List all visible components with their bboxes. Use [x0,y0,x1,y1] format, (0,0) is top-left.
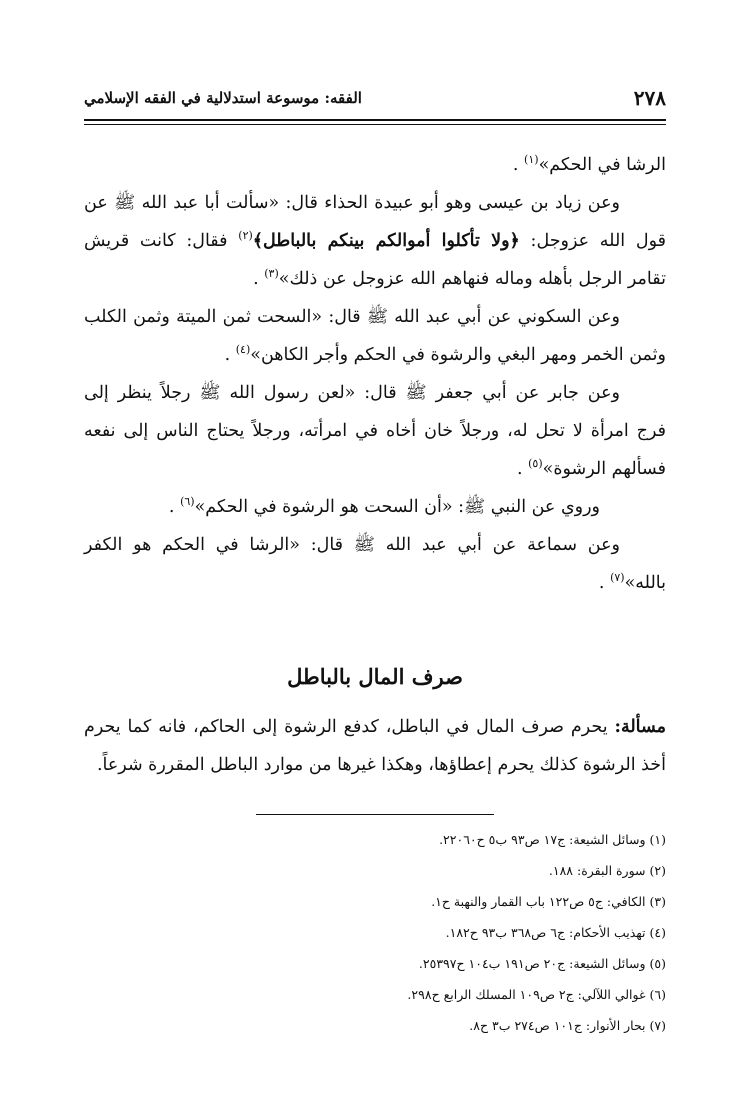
running-header [84,86,666,112]
text-line: وعن زياد بن عيسى وهو أبو عبيدة الحذاء قال: «سألت أبا عبد الله ﷺ عن [84,193,620,213]
footnote: (٤) تهذيب الأحكام: ج٦ ص٣٦٨ ب٩٣ ح١٨٢. [445,925,666,940]
header-rule-thin [84,124,666,125]
text-line: الرشا في الحكم»$^{(١)}$ . [512,153,666,175]
quran-verse: ﴿ولا تأكلوا أموالكم بينكم بالباطل﴾ [252,231,520,251]
footnote: (٧) بحار الأنوار: ج١٠١ ص٢٧٤ ب٣ ح٨. [469,1018,666,1033]
section-text [84,708,666,784]
text-line: مسألة: يحرم صرف المال في الباطل، كدفع الرشوة إلى الحاكم، فانه كما يحرم [84,717,666,737]
text-line: وعن جابر عن أبي جعفر ﷺ قال: «لعن رسول الله ﷺ رجلاً ينظر إلى [84,383,620,403]
footnote-ref: (٦) [180,495,195,509]
text-line: أخذ الرشوة كذلك يحرم إعطاؤها، وهكذا غيرها من موارد الباطل المقررة شرعاً. [96,755,666,775]
text-line: وثمن الخمر ومهر البغي والرشوة في الحكم وأجر الكاهن»$^{(٤)}$ . [224,343,666,365]
main-text [84,146,666,602]
footnote: (٣) الكافي: ج٥ ص١٢٢ باب القمار والنهبة ح١. [431,894,666,909]
text-line: وروي عن النبي ﷺ: «أن السحت هو الرشوة في الحكم»$^{(٦)}$ . [168,495,600,517]
page-number: ٢٧٨ [633,86,666,110]
text-line: فسألهم الرشوة»$^{(٥)}$ . [516,457,666,479]
text-line: بالله»$^{(٧)}$ . [598,571,666,593]
footnote-ref: (٤) [235,343,251,357]
footnote: (٢) سورة البقرة: ١٨٨. [548,863,666,878]
footnote-ref: (١) [524,153,539,167]
footnote-separator [256,814,494,815]
footnote: (٥) وسائل الشيعة: ج٢٠ ص١٩١ ب١٠٤ ح٢٥٣٩٧. [418,956,666,971]
header-rule-thick [84,119,666,121]
issue-label: مسألة: [614,717,666,737]
footnote-ref: (٣) [264,267,279,281]
section-heading: صرف المال بالباطل [287,664,463,689]
text-line: قول الله عزوجل: ﴿ولا تأكلوا أموالكم بينكم بالباطل﴾$^{(٢)}$ فقال: كانت قريش [84,229,666,251]
footnote-ref: (٥) [528,457,543,471]
footnote: (٦) غوالي اللآلي: ج٢ ص١٠٩ المسلك الرابع ح٢٩٨. [407,987,666,1002]
text-line: وعن سماعة عن أبي عبد الله ﷺ قال: «الرشا في الحكم هو الكفر [84,535,620,555]
footnote-ref: (٧) [610,571,625,585]
text-line: تقامر الرجل بأهله وماله فنهاهم الله عزوجل عن ذلك»$^{(٣)}$ . [253,267,666,289]
footnotes [84,824,666,1041]
footnote: (١) وسائل الشيعة: ج١٧ ص٩٣ ب٥ ح٢٢٠٦٠. [439,832,666,847]
running-title: الفقه: موسوعة استدلالية في الفقه الإسلامي [84,89,362,107]
footnote-ref: (٢) [238,229,253,243]
text-line: وعن السكوني عن أبي عبد الله ﷺ قال: «السحت ثمن الميتة وثمن الكلب [84,307,620,327]
text-line: فرج امرأة لا تحل له، ورجلاً خان أخاه في امرأته، ورجلاً يحتاج الناس إلى نفعه [84,421,666,441]
